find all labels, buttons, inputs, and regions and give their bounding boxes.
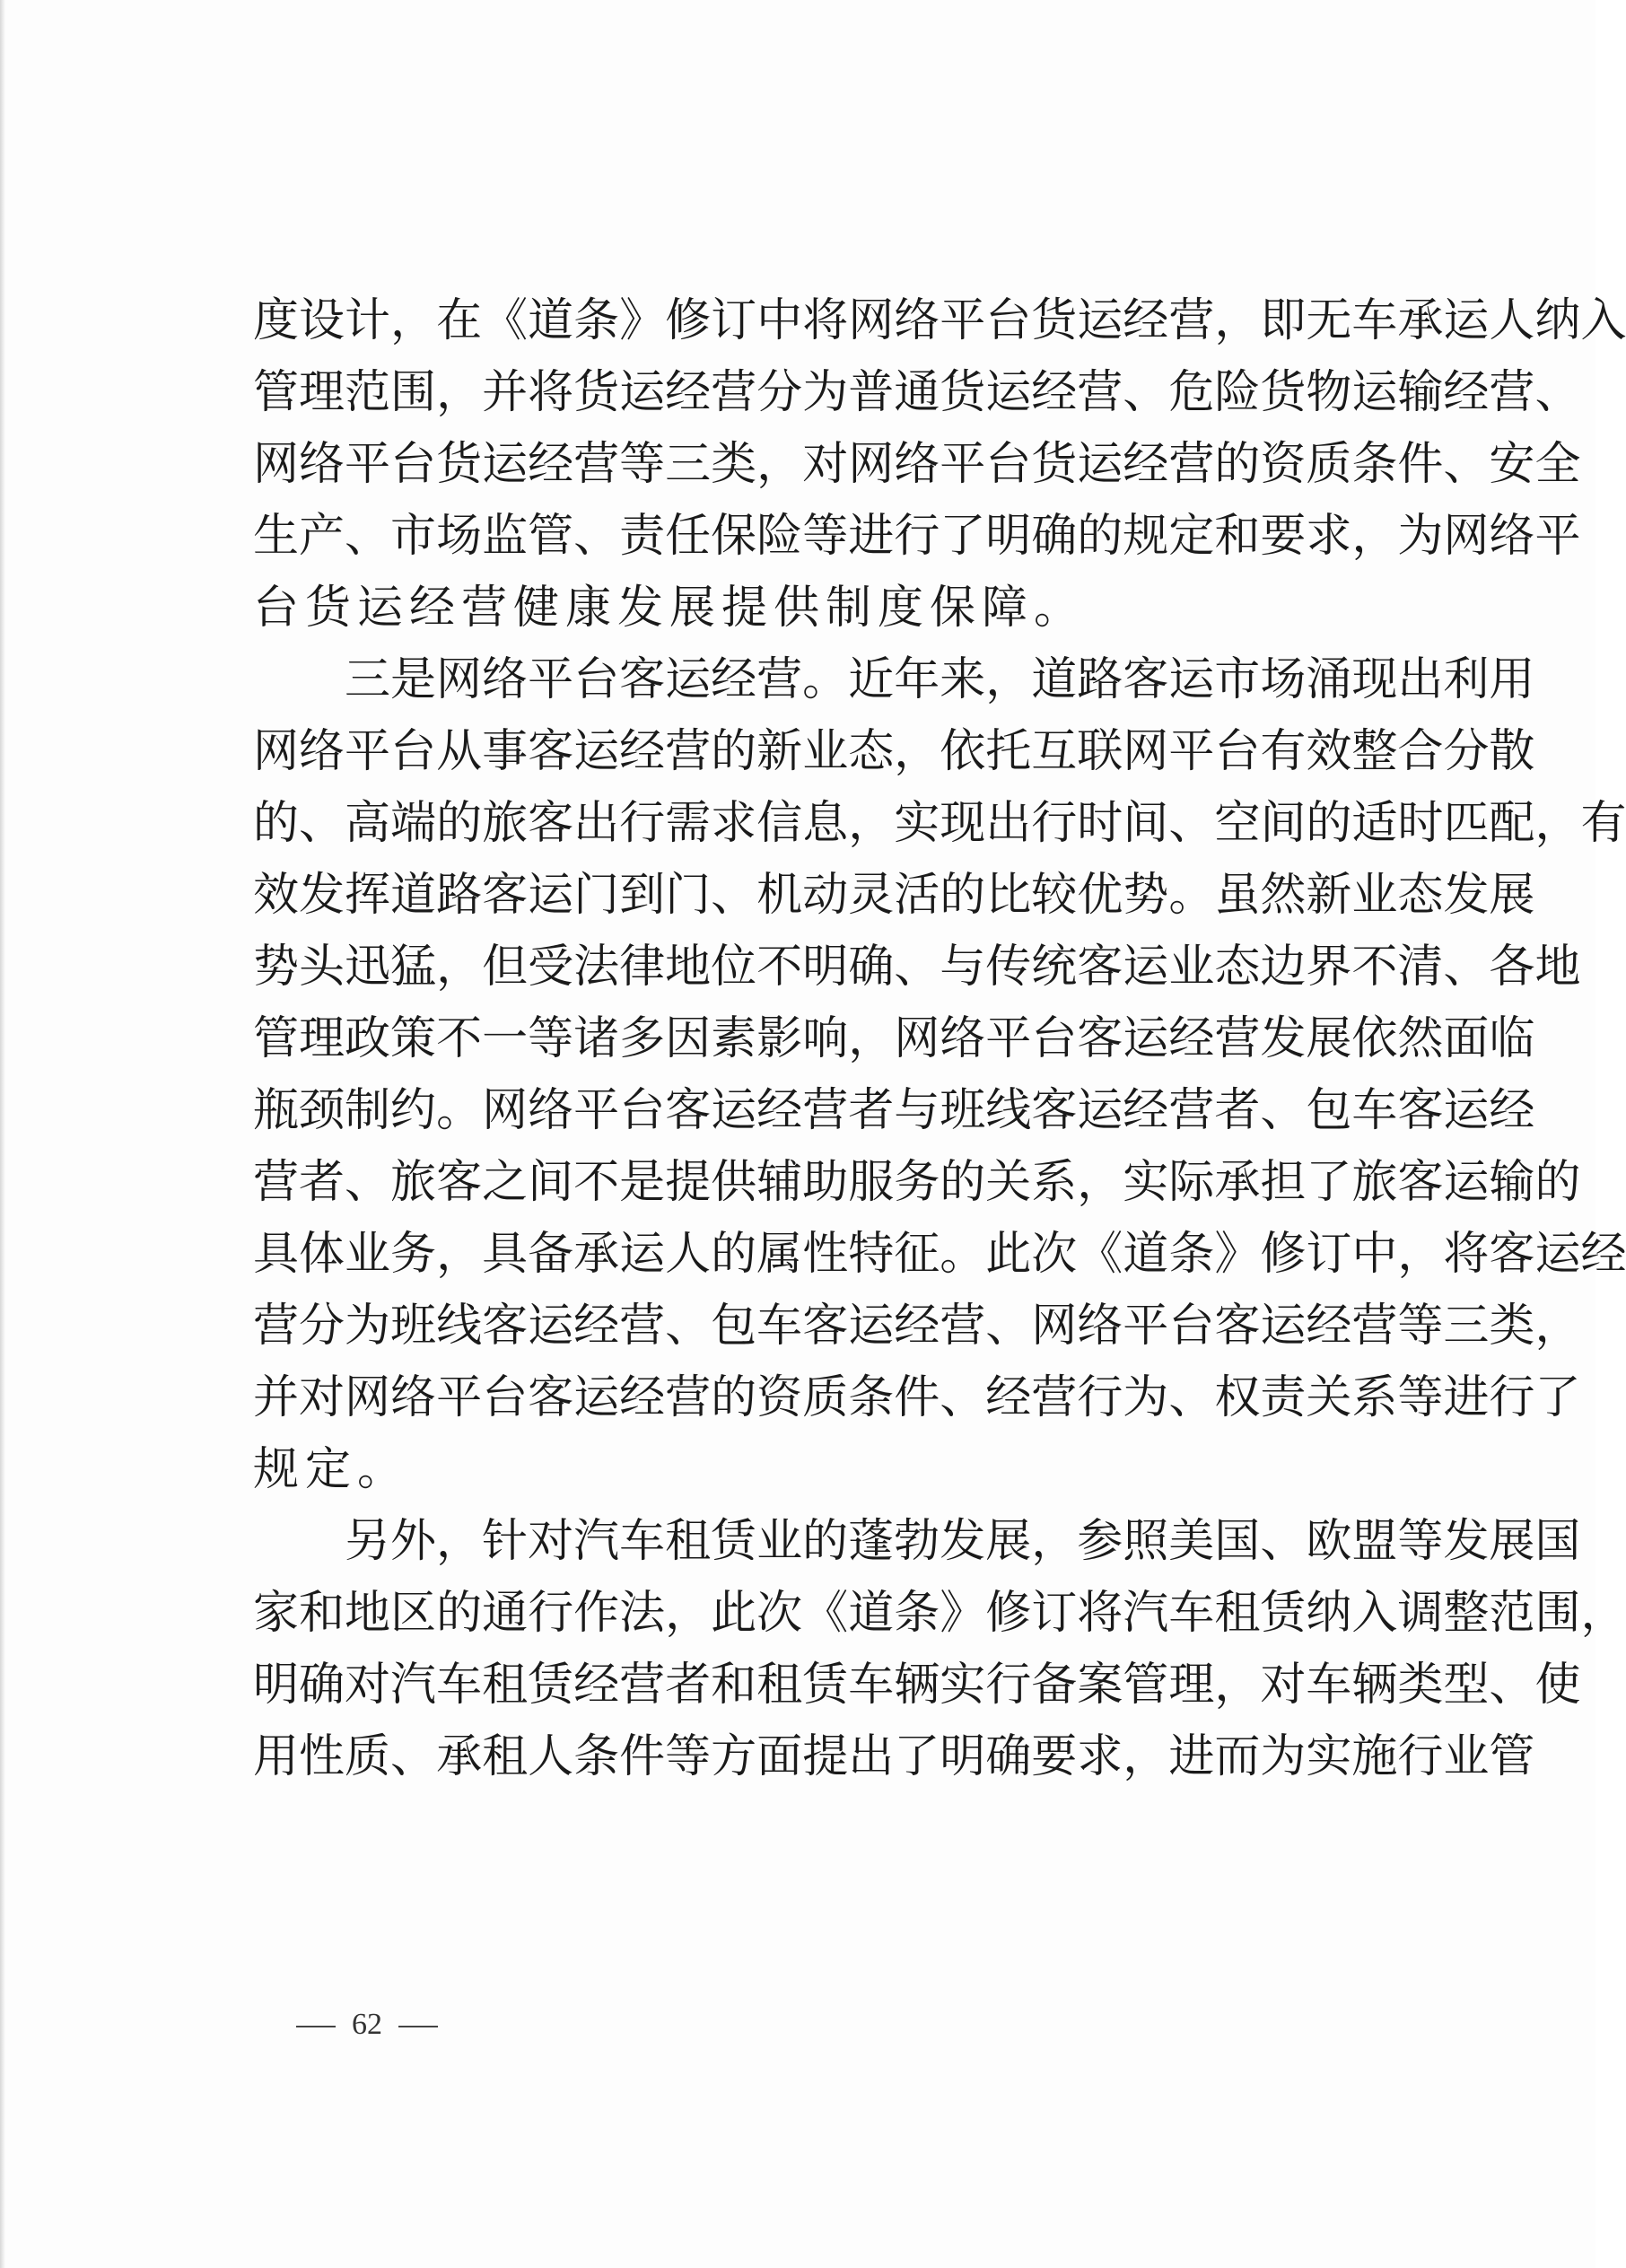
text-line: 的 、 高 端 的 旅 客 出 行 需 求 信 息 ， 实 现 出 行 时 间 、 空 间 的 适 时 匹 配 ， 有 (253, 797, 1626, 850)
text-line: 管 理 范 围 ， 并 将 货 运 经 营 分 为 普 通 货 运 经 营 、 危 险 货 物 运 输 经 营 、 (253, 366, 1581, 419)
text-line: 三 是 网 络 平 台 客 运 经 营 。 近 年 来 ， 道 路 客 运 市 场 涌 现 出 利 用 (345, 653, 1535, 706)
text-line: 瓶 颈 制 约 。 网 络 平 台 客 运 经 营 者 与 班 线 客 运 经 营 者 、 包 车 客 运 经 (253, 1084, 1535, 1137)
text-line: 管 理 政 策 不 一 等 诸 多 因 素 影 响 ， 网 络 平 台 客 运 经 营 发 展 依 然 面 临 (253, 1012, 1535, 1065)
text-line: 营 者 、 旅 客 之 间 不 是 提 供 辅 助 服 务 的 关 系 ， 实 际 承 担 了 旅 客 运 输 的 (253, 1156, 1581, 1209)
text-line: 势 头 迅 猛 ， 但 受 法 律 地 位 不 明 确 、 与 传 统 客 运 业 态 边 界 不 清 、 各 地 (253, 941, 1581, 994)
text-line: 家 和 地 区 的 通 行 作 法 ， 此 次 《 道 条 》 修 订 将 汽 车 租 赁 纳 入 调 整 范 围 ， (253, 1587, 1626, 1640)
text-line: 规定。 (253, 1443, 410, 1496)
page-number-dash-left (296, 2026, 336, 2027)
text-line: 网 络 平 台 从 事 客 运 经 营 的 新 业 态 ， 依 托 互 联 网 平 台 有 效 整 合 分 散 (253, 725, 1535, 778)
text-line: 并 对 网 络 平 台 客 运 经 营 的 资 质 条 件 、 经 营 行 为 、 权 责 关 系 等 进 行 了 (253, 1371, 1581, 1424)
text-line: 生 产 、 市 场 监 管 、 责 任 保 险 等 进 行 了 明 确 的 规 定 和 要 求 ， 为 网 络 平 (253, 510, 1581, 563)
scan-edge-shadow (0, 0, 5, 2268)
text-line: 网 络 平 台 货 运 经 营 等 三 类 ， 对 网 络 平 台 货 运 经 营 的 资 质 条 件 、 安 全 (253, 438, 1581, 491)
page-number-value: 62 (352, 2008, 382, 2041)
text-line: 用 性 质 、 承 租 人 条 件 等 方 面 提 出 了 明 确 要 求 ， 进 而 为 实 施 行 业 管 (253, 1730, 1535, 1783)
text-line: 度 设 计 ， 在 《 道 条 》 修 订 中 将 网 络 平 台 货 运 经 营 ， 即 无 车 承 运 人 纳 入 (253, 294, 1626, 347)
text-line: 营 分 为 班 线 客 运 经 营 、 包 车 客 运 经 营 、 网 络 平 台 客 运 经 营 等 三 类 ， (253, 1300, 1581, 1353)
text-line: 另 外 ， 针 对 汽 车 租 赁 业 的 蓬 勃 发 展 ， 参 照 美 国 、 欧 盟 等 发 展 国 (345, 1515, 1581, 1568)
page-number (280, 1998, 454, 2052)
text-line: 明 确 对 汽 车 租 赁 经 营 者 和 租 赁 车 辆 实 行 备 案 管 理 ， 对 车 辆 类 型 、 使 (253, 1659, 1581, 1712)
text-line: 效 发 挥 道 路 客 运 门 到 门 、 机 动 灵 活 的 比 较 优 势 。 虽 然 新 业 态 发 展 (253, 869, 1535, 922)
text-line: 台货运经营健康发展提供制度保障。 (253, 582, 1087, 635)
text-line: 具 体 业 务 ， 具 备 承 运 人 的 属 性 特 征 。 此 次 《 道 条 》 修 订 中 ， 将 客 运 经 (253, 1228, 1626, 1281)
page-number-dash-right (398, 2026, 438, 2027)
